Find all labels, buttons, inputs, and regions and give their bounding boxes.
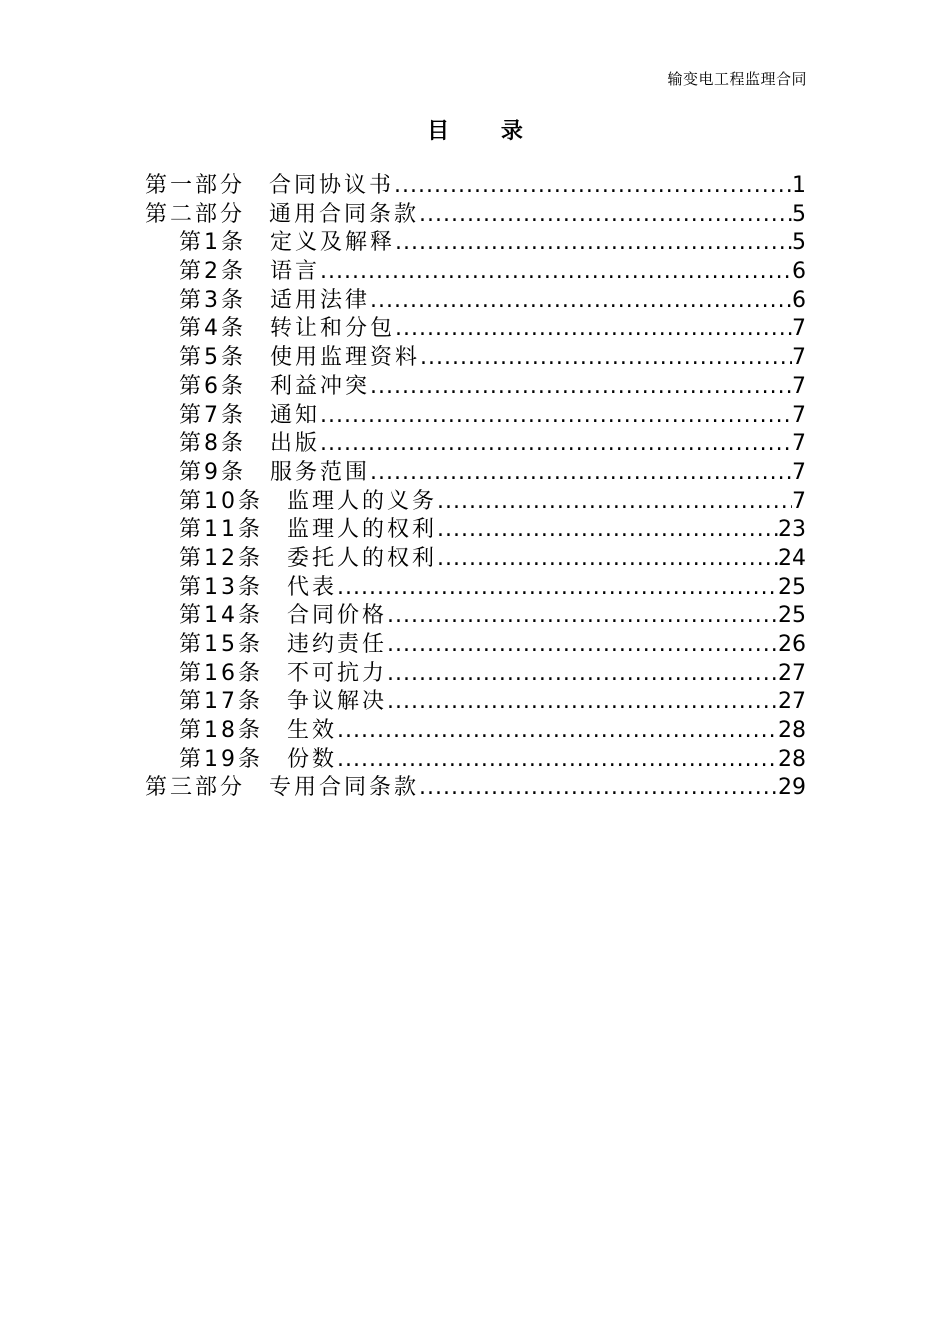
- toc-entry[interactable]: [145, 774, 806, 803]
- toc-entry-label: 第19条: [179, 746, 263, 772]
- toc-page-number: 27: [778, 689, 806, 715]
- toc-entry[interactable]: [145, 488, 806, 517]
- toc-page-number: 23: [778, 517, 806, 543]
- toc-page-number: 7: [792, 373, 806, 399]
- toc-entry-title: 争议解决: [287, 689, 388, 715]
- toc-dot-leader: [420, 344, 792, 373]
- toc-dot-leader: [320, 258, 792, 287]
- toc-entry-title: 代表: [287, 574, 338, 600]
- toc-entry-label: 第一部分: [145, 173, 246, 198]
- toc-entry[interactable]: [145, 344, 806, 373]
- toc-dot-leader: [419, 201, 792, 230]
- toc-entry-label: 第9条: [179, 459, 246, 485]
- toc-entry[interactable]: [145, 602, 806, 631]
- toc-entry-title: 合同价格: [287, 603, 388, 629]
- toc-entry-label: 第6条: [179, 373, 246, 399]
- toc-page-number: 5: [792, 230, 806, 256]
- toc-entry-label: 第18条: [179, 718, 263, 744]
- toc-entry-label: 第11条: [179, 517, 263, 543]
- toc-dot-leader: [320, 402, 792, 431]
- toc-entry-label: 第17条: [179, 689, 263, 715]
- toc-page-number: 7: [792, 488, 806, 514]
- toc-dot-leader: [337, 574, 778, 603]
- toc-page-number: 7: [792, 431, 806, 457]
- toc-entry[interactable]: [145, 258, 806, 287]
- toc-entry-title: 定义及解释: [270, 230, 396, 256]
- toc-entry-title: 通知: [270, 402, 321, 428]
- toc-dot-leader: [437, 545, 778, 574]
- toc-entry[interactable]: [145, 459, 806, 488]
- toc-entry-title: 生效: [287, 718, 338, 744]
- toc-entry-title: 份数: [287, 746, 338, 772]
- toc-entry-title: 监理人的权利: [287, 517, 438, 543]
- toc-dot-leader: [387, 602, 778, 631]
- toc-entry[interactable]: [145, 574, 806, 603]
- toc-entry-title: 利益冲突: [270, 373, 371, 399]
- toc-page-number: 7: [792, 459, 806, 485]
- toc-entry-label: 第12条: [179, 545, 263, 571]
- toc-entry[interactable]: [145, 430, 806, 459]
- toc-page-number: 28: [778, 746, 806, 772]
- toc-entry[interactable]: [145, 229, 806, 258]
- toc-entry-label: 第1条: [179, 230, 246, 256]
- toc-dot-leader: [337, 717, 778, 746]
- toc-entry[interactable]: [145, 688, 806, 717]
- toc-page-number: 5: [792, 201, 806, 227]
- toc-entry[interactable]: [145, 516, 806, 545]
- toc-entry-title: 合同协议书: [269, 173, 395, 198]
- toc-entry-title: 服务范围: [270, 459, 371, 485]
- toc-entry[interactable]: [145, 201, 806, 230]
- toc-entry-title: 监理人的义务: [287, 488, 438, 514]
- toc-entry-label: 第14条: [179, 603, 263, 629]
- toc-dot-leader: [394, 172, 792, 201]
- toc-entry-title: 适用法律: [270, 287, 371, 313]
- toc-entry-title: 委托人的权利: [287, 545, 438, 571]
- toc-dot-leader: [437, 516, 778, 545]
- toc-entry-label: 第4条: [179, 316, 246, 342]
- toc-dot-leader: [370, 373, 792, 402]
- toc-page-number: 28: [778, 718, 806, 744]
- toc-entry-label: 第2条: [179, 259, 246, 285]
- toc-entry-title: 出版: [270, 431, 321, 457]
- toc-entry[interactable]: [145, 402, 806, 431]
- toc-entry-label: 第三部分: [145, 775, 246, 801]
- toc-entry-title: 不可抗力: [287, 660, 388, 686]
- toc-entry[interactable]: [145, 287, 806, 316]
- toc-page-number: 6: [792, 287, 806, 313]
- toc-entry-title: 使用监理资料: [270, 345, 421, 371]
- toc-entry-label: 第二部分: [145, 201, 246, 227]
- toc-page-number: 27: [778, 660, 806, 686]
- toc-dot-leader: [395, 315, 792, 344]
- toc-entry[interactable]: [145, 373, 806, 402]
- toc-dot-leader: [387, 660, 778, 689]
- toc-page-number: 24: [778, 545, 806, 571]
- toc-entry-label: 第15条: [179, 632, 263, 657]
- toc-page-number: 26: [778, 632, 806, 657]
- toc-page-number: 7: [792, 402, 806, 428]
- toc-entry-title: 违约责任: [287, 632, 388, 657]
- toc-entry-title: 通用合同条款: [269, 201, 420, 227]
- toc-page-number: 25: [778, 574, 806, 600]
- toc-entry-title: 专用合同条款: [269, 775, 420, 801]
- toc-entry[interactable]: [145, 746, 806, 775]
- toc-dot-leader: [437, 488, 792, 517]
- toc-dot-leader: [370, 459, 792, 488]
- toc-page-number: 29: [778, 775, 806, 801]
- toc-entry[interactable]: [145, 545, 806, 574]
- toc-entry-label: 第5条: [179, 345, 246, 371]
- page-title: 目 录: [427, 118, 545, 144]
- toc-entry-title: 语言: [270, 259, 321, 285]
- toc-entry-label: 第3条: [179, 287, 246, 313]
- toc-entry-label: 第16条: [179, 660, 263, 686]
- toc-dot-leader: [419, 774, 778, 803]
- toc-dot-leader: [387, 631, 778, 660]
- toc-page-number: 1: [792, 173, 806, 198]
- toc-entry[interactable]: [145, 660, 806, 689]
- toc-entry[interactable]: [145, 315, 806, 344]
- toc-entry-label: 第10条: [179, 488, 263, 514]
- toc-page-number: 25: [778, 603, 806, 629]
- table-of-contents: [145, 172, 806, 803]
- toc-entry[interactable]: [145, 631, 806, 660]
- toc-entry-label: 第8条: [179, 431, 246, 457]
- toc-entry-label: 第7条: [179, 402, 246, 428]
- toc-page-number: 7: [792, 316, 806, 342]
- toc-dot-leader: [387, 688, 778, 717]
- toc-entry-label: 第13条: [179, 574, 263, 600]
- running-header: 输变电工程监理合同: [667, 70, 807, 88]
- toc-page-number: 7: [792, 345, 806, 371]
- toc-dot-leader: [320, 430, 792, 459]
- toc-entry-title: 转让和分包: [270, 316, 396, 342]
- toc-dot-leader: [337, 746, 778, 775]
- toc-dot-leader: [395, 229, 792, 258]
- toc-page-number: 6: [792, 259, 806, 285]
- toc-entry[interactable]: [145, 717, 806, 746]
- toc-entry[interactable]: [145, 172, 806, 201]
- toc-dot-leader: [370, 287, 792, 316]
